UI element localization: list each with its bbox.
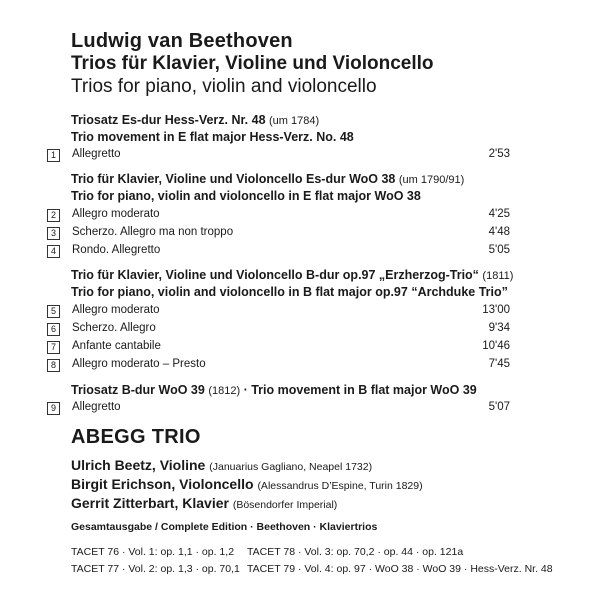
track-title: Allegro moderato (72, 208, 160, 220)
track-row[interactable] (47, 358, 510, 374)
track-duration: 5'07 (488, 401, 510, 413)
track-row[interactable] (47, 208, 510, 224)
work-title-english: Trio for piano, violin and violoncello in E flat major WoO 38 (71, 189, 421, 203)
track-number: 8 (47, 359, 60, 372)
work-heading (71, 113, 354, 144)
musician-name: Gerrit Zitterbart, Klavier (71, 495, 229, 511)
work-title-english: Trio movement in E flat major Hess-Verz. No. 48 (71, 130, 354, 144)
track-title: Rondo. Allegretto (72, 244, 161, 256)
ensemble-name: ABEGG TRIO (71, 426, 201, 448)
work-title-english: · Trio movement in B flat major WoO 39 (243, 383, 477, 397)
catalog-entry: TACET 77 · Vol. 2: op. 1,3 · op. 70,1 (71, 563, 240, 575)
composer-name: Ludwig van Beethoven (71, 30, 293, 52)
track-duration: 7'45 (488, 358, 510, 370)
track-duration: 4'25 (488, 208, 510, 220)
work-heading (71, 383, 477, 397)
track-title: Allegretto (72, 401, 121, 413)
work-title-german: Trio für Klavier, Violine und Violoncello Es-dur WoO 38 (71, 172, 396, 186)
track-title: Anfante cantabile (72, 340, 161, 352)
catalog-entry: TACET 76 · Vol. 1: op. 1,1 · op. 1,2 (71, 546, 235, 558)
track-row[interactable] (47, 304, 510, 320)
track-row[interactable] (47, 244, 510, 260)
track-number: 7 (47, 341, 60, 354)
track-number: 4 (47, 245, 60, 258)
track-duration: 9'34 (488, 322, 510, 334)
track-title: Allegro moderato – Presto (72, 358, 206, 370)
musician-credit (71, 457, 372, 473)
instrument-info: (Bösendorfer Imperial) (232, 499, 338, 511)
work-heading (71, 172, 464, 203)
instrument-info: (Alessandrus D’Espine, Turin 1829) (257, 480, 423, 492)
work-title-german: Triosatz Es-dur Hess-Verz. Nr. 48 (71, 113, 266, 127)
track-number: 5 (47, 305, 60, 318)
musician-name: Birgit Erichson, Violoncello (71, 476, 254, 492)
track-duration: 13'00 (482, 304, 510, 316)
track-duration: 4'48 (488, 226, 510, 238)
work-year: (1811) (482, 270, 514, 282)
work-title-german: Triosatz B-dur WoO 39 (71, 383, 205, 397)
work-heading (71, 268, 513, 299)
work-year: (1812) (208, 385, 241, 397)
track-title: Allegro moderato (72, 304, 160, 316)
edition-note: Gesamtausgabe / Complete Edition · Beethoven · Klaviertrios (71, 521, 378, 533)
track-title: Scherzo. Allegro (72, 322, 156, 334)
track-number: 1 (47, 149, 60, 162)
instrument-info: (Januarius Gagliano, Neapel 1732) (209, 461, 373, 473)
track-title: Allegretto (72, 148, 121, 160)
musician-name: Ulrich Beetz, Violine (71, 457, 206, 473)
catalog-entry: TACET 78 · Vol. 3: op. 70,2 · op. 44 · op. 121a (247, 546, 464, 558)
track-duration: 5'05 (488, 244, 510, 256)
track-row[interactable] (47, 148, 510, 164)
work-title-german: Trio für Klavier, Violine und Violoncello B-dur op.97 „Erzherzog-Trio“ (71, 268, 479, 282)
work-title-english: Trio for piano, violin and violoncello in B flat major op.97 “Archduke Trio” (71, 285, 508, 299)
work-year: (um 1790/91) (398, 174, 465, 186)
track-title: Scherzo. Allegro ma non troppo (72, 226, 234, 238)
work-year: (um 1784) (269, 115, 320, 127)
musician-credit (71, 476, 423, 492)
track-number: 2 (47, 209, 60, 222)
track-duration: 2'53 (488, 148, 510, 160)
track-number: 9 (47, 402, 60, 415)
album-title-english: Trios for piano, violin and violoncello (71, 76, 377, 97)
track-duration: 10'46 (482, 340, 510, 352)
musician-credit (71, 495, 337, 511)
track-number: 6 (47, 323, 60, 336)
track-row[interactable] (47, 322, 510, 338)
track-row[interactable] (47, 226, 510, 242)
track-row[interactable] (47, 401, 510, 417)
track-row[interactable] (47, 340, 510, 356)
catalog-entry: TACET 79 · Vol. 4: op. 97 · WoO 38 · WoO 39 · Hess-Verz. Nr. 48 (247, 563, 553, 575)
album-title-german: Trios für Klavier, Violine und Violoncello (71, 53, 434, 74)
track-number: 3 (47, 227, 60, 240)
